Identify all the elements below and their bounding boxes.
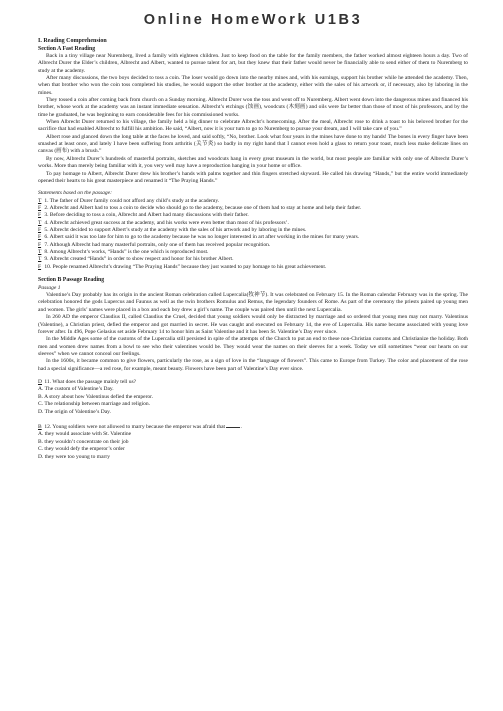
- statement-item: [38, 220, 468, 227]
- statement-text: 4. Albrecht achieved great success at the academy, and his works were even better than most of his professors’.: [43, 219, 289, 226]
- question-text: 12. Young soldiers were not allowed to marry because the emperor was afraid that: [43, 423, 226, 430]
- paragraph: Valentine’s Day probably has its origin in the ancient Roman celebration called Lupercalia(牧神节). It was celebrated on February 15. In the Roman calendar February was in the spring. The celebration honored the gods Lupercus and Faunus as well as the twin brothers Romulus and Remus, the legendary founders of Rome. As part of the ceremony the priests paired up young men and women. The girls’ names were placed in a box and each boy drew a girl’s name. The couple was paired then until the next Lupercalia.: [38, 292, 468, 313]
- answer-mark[interactable]: F: [38, 263, 42, 270]
- paragraph: In 260 AD the emperor Claudius II, called Claudius the Cruel, decided that young soldiers would only be distracted by marriage and so ordered that young men may not marry. Valentinus (Valentine), a Christian priest, defied the emperor and got married in secret. He was caught and executed on February 14, the eve of Lupercalia. His name became associated with young love forever after. In 496, Pope Gelasius set aside February 14 to honor him as Saint Valentine and it has been St. Valentine’s Day ever since.: [38, 314, 468, 335]
- question-stem: [38, 422, 468, 431]
- statement-item: [38, 264, 468, 271]
- statement-text: 1. The father of Durer family could not afford any child’s study at the academy.: [43, 197, 220, 204]
- document-page: [38, 12, 468, 461]
- statements-list: [38, 198, 468, 271]
- paragraph: In the 1600s, it became common to give flowers, particularly the rose, as a sign of love in the “language of flowers”. This came to Europe from Turkey. The color and placement of the rose had a special significance—a red rose, for example, meant beauty. Flowers have been part of Valentine’s Day ever since.: [38, 358, 468, 372]
- statement-text: 2. Albrecht and Albert had to toss a coin to decide who should go to the academy, because one of them had to stay at home and help their father.: [43, 205, 362, 212]
- statement-text: 6. Albert said it was too late for him to go to the academy because he was no longer interested in art after working in the mines for many years.: [43, 234, 360, 241]
- statement-item: [38, 242, 468, 249]
- statement-item: [38, 198, 468, 205]
- option-d[interactable]: D. The origin of Valentine’s Day.: [38, 408, 111, 415]
- paragraph: Albert rose and glanced down the long table at the faces he loved, and said softly, “No, brother. Look what four years in the mines have done to my hands! The bones in every finger have been smashed at least once, and lately I have been suffering from arthritis (关节炎) so badly in my right hand that I cannot even hold a glass to return your toast, much less make delicate lines on canvas (画布) with a brush.”: [38, 133, 468, 155]
- answer-mark[interactable]: F: [38, 227, 42, 234]
- paragraph: After many discussions, the two boys decided to toss a coin. The loser would go down into the nearby mines and, with his earnings, support his brother while he attended the academy. Then, when that brother who won the coin toss completed his studies, he would support the other brother at the academy, either with the sales of his artwork or, if necessary, also by laboring in the mines.: [38, 75, 468, 96]
- option-d[interactable]: D. they were too young to marry: [38, 453, 110, 460]
- answer-mark[interactable]: F: [38, 234, 42, 241]
- section-a-heading: Section A Fast Reading: [38, 45, 96, 52]
- statement-text: 9. Albrecht created “Hands” in order to show respect and honor for his brother Albert.: [43, 256, 234, 263]
- passage-durer: [38, 53, 468, 185]
- option-b[interactable]: B. they wouldn’t concentrate on their job: [38, 438, 129, 445]
- statement-text: 8. Among Albrecht’s works, “Hands” is the one which is reproduced most.: [43, 249, 209, 256]
- answer-mark[interactable]: T: [38, 256, 42, 263]
- statement-text: 10. People renamed Albrecht’s drawing “The Praying Hands” because they just wanted to pay homage to his great achievement.: [43, 263, 327, 270]
- paragraph: When Albrecht Durer returned to his village, the family held a big dinner to celebrate Albrecht’s homecoming. After the meal, Albrecht rose to drink a toast to his beloved brother for the sacrifice that had enabled Albrecht to fulfill his ambition. He said, “Albert, now it is your turn to go to Nuremberg to pursue your dream, and I will take care of you.”: [38, 119, 468, 133]
- answer-mark[interactable]: F: [38, 212, 42, 219]
- passage-label: Passage 1: [38, 284, 61, 291]
- answer-mark[interactable]: B: [38, 423, 42, 430]
- answer-mark[interactable]: T: [38, 197, 42, 204]
- statement-text: 7. Although Albrecht had many masterful portraits, only one of them has received popular recognition.: [43, 241, 271, 248]
- answer-mark[interactable]: D: [38, 378, 42, 385]
- answer-mark[interactable]: T: [38, 249, 42, 256]
- statements-heading: Statements based on the passage:: [38, 190, 112, 197]
- option-b[interactable]: B. A story about how Valentinus defied the emperor.: [38, 393, 154, 400]
- statement-item: [38, 212, 468, 219]
- option-c[interactable]: C. The relationship between marriage and religion.: [38, 401, 151, 408]
- paragraph: To pay homage to Albert, Albrecht Durer drew his brother’s hands with palms together and thin fingers stretched skyward. He called his drawing “Hands,” but the entire world immediately opened their hearts to his great masterpiece and renamed it “The Praying Hands.”: [38, 170, 468, 184]
- paragraph: Back in a tiny village near Nuremberg, lived a family with eighteen children. Just to keep food on the table for the family members, the father worked almost eighteen hours a day. Two of Albrecht Durer the Elder’s children, Albrecht and Albert, wanted to pursue talent for art, but they knew that their father would never be financially able to send either of them to Nuremberg to study at the academy.: [38, 53, 468, 74]
- statement-text: 5. Albrecht decided to support Albert’s study at the academy with the sales of his artwork and by laboring in the mines.: [43, 227, 307, 234]
- option-a[interactable]: A. they would associate with St. Valentine: [38, 431, 132, 438]
- paragraph: In the Middle Ages some of the customs of the Lupercalia still persisted in spite of the attempts of the Church to put an end to these non-Christian customs and Christianize the holiday. Both men and women drew names from a bowl to see who their valentines would be. They would wear the names on their sleeves for a week. Today we still sometimes “wear our hearts on our sleeves” when we cannot conceal our feelings.: [38, 336, 468, 357]
- answer-mark[interactable]: F: [38, 241, 42, 248]
- option-a[interactable]: A. The custom of Valentine’s Day.: [38, 386, 114, 393]
- part-heading-reading: I. Reading Comprehension: [38, 38, 107, 44]
- question-text: 11. What does the passage mainly tell us?: [43, 378, 137, 385]
- paragraph: By now, Albrecht Durer’s hundreds of masterful portraits, sketches and woodcuts hang in every great museum in the world, but most people are familiar with only one of Albrecht Durer’s works. More than merely being familiar with it, you very well may have a reproduction hanging in your home or office.: [38, 155, 468, 170]
- question-11: [38, 379, 468, 416]
- option-c[interactable]: C. they would defy the emperor’s order: [38, 446, 125, 453]
- paragraph: They tossed a coin after coming back from church on a Sunday morning. Albrecht Durer won the toss and went off to Nuremberg. Albert went down into the dangerous mines and financed his brother, whose work at the academy was an instant immediate sensation. Albrecht’s etchings (蚀画), woodcuts (木刻画) and oils were far better than those of most of his professors, and by the time he graduated, he was beginning to earn considerable fees for his commissioned works.: [38, 97, 468, 118]
- answer-mark[interactable]: T: [38, 219, 42, 226]
- question-12: [38, 422, 468, 461]
- statement-item: [38, 234, 468, 241]
- section-b-heading: Section B Passage Reading: [38, 277, 105, 284]
- answer-mark[interactable]: F: [38, 205, 42, 212]
- statement-item: [38, 256, 468, 263]
- page-title: Online HomeWork U1B3: [143, 12, 363, 28]
- statement-text: 3. Before deciding to toss a coin, Albrecht and Albert had many discussions with their father.: [43, 212, 249, 219]
- question-end: .: [240, 423, 242, 430]
- answer-blank: [226, 422, 240, 428]
- passage-valentine: [38, 292, 468, 373]
